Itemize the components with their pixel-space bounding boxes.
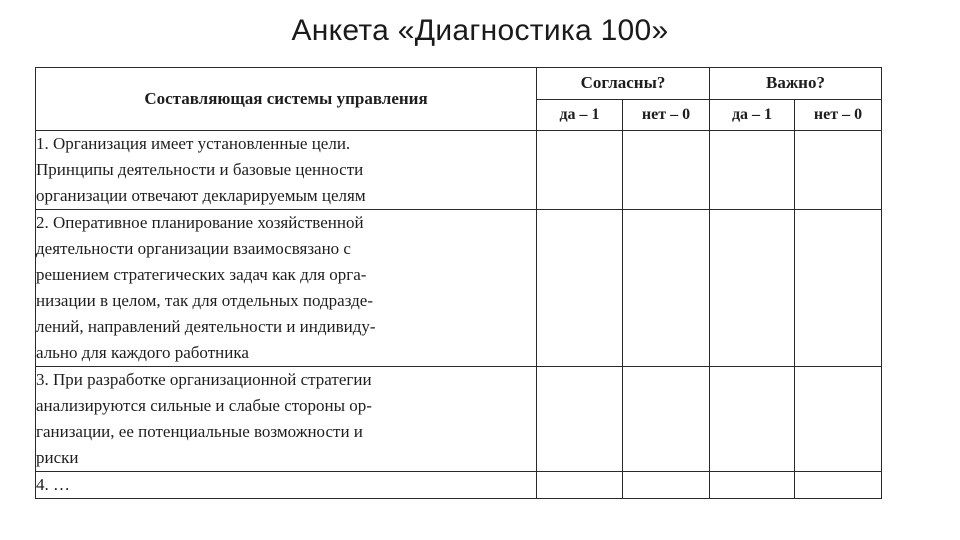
important-no-cell[interactable]: [795, 367, 882, 472]
component-cell: 1. Организация имеет установленные цели. Принципы деятельности и базовые ценности организации отвечают декларируемым целям: [36, 131, 537, 210]
agree-yes-cell[interactable]: [537, 367, 623, 472]
agree-no-cell[interactable]: [623, 210, 710, 367]
important-yes-header: да – 1: [710, 99, 795, 131]
important-yes-cell[interactable]: [710, 367, 795, 472]
important-no-header: нет – 0: [795, 99, 882, 131]
component-cell: 2. Оперативное планирование хозяйственной деятельности организации взаимосвязано с решением стратегических задач как для орга- низации в целом, так для отдельных подразде- лений, направлений деятельности и индивиду- ально для каждого работника: [36, 210, 537, 367]
important-group-header: Важно?: [710, 68, 882, 100]
component-column-header: Составляющая системы управления: [36, 68, 537, 131]
table-row: [36, 131, 882, 210]
agree-yes-cell[interactable]: [537, 472, 623, 499]
questionnaire-table: [35, 67, 882, 499]
agree-yes-cell[interactable]: [537, 131, 623, 210]
agree-no-header: нет – 0: [623, 99, 710, 131]
important-yes-cell[interactable]: [710, 131, 795, 210]
table-row: [36, 472, 882, 499]
table-row: [36, 210, 882, 367]
component-cell: 4. …: [36, 472, 537, 499]
component-cell: 3. При разработке организационной стратегии анализируются сильные и слабые стороны ор- ганизации, ее потенциальные возможности и риски: [36, 367, 537, 472]
important-yes-cell[interactable]: [710, 472, 795, 499]
agree-group-header: Согласны?: [537, 68, 710, 100]
important-no-cell[interactable]: [795, 131, 882, 210]
agree-yes-header: да – 1: [537, 99, 623, 131]
agree-no-cell[interactable]: [623, 367, 710, 472]
important-no-cell[interactable]: [795, 472, 882, 499]
header-row: [36, 68, 882, 100]
important-yes-cell[interactable]: [710, 210, 795, 367]
agree-no-cell[interactable]: [623, 131, 710, 210]
table-row: [36, 367, 882, 472]
agree-yes-cell[interactable]: [537, 210, 623, 367]
agree-no-cell[interactable]: [623, 472, 710, 499]
important-no-cell[interactable]: [795, 210, 882, 367]
slide-title: Анкета «Диагностика 100»: [291, 14, 669, 47]
